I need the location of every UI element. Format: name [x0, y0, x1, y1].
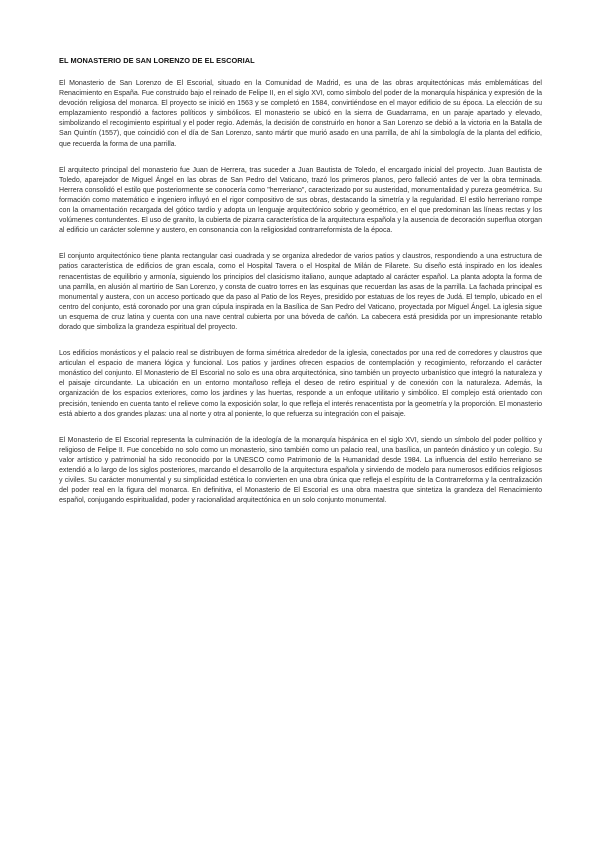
paragraph-4: Los edificios monásticos y el palacio real se distribuyen de forma simétrica alrededor de la iglesia, conectados por una red de corredores y claustros que articulan el espacio de manera lógica y funcional. Los patios y jardines ofrecen espacios de contemplación y recogimiento, reforzando el carácter monástico del conjunto. El Monasterio de El Escorial no solo es una obra arquitectónica, sino también un proyecto urbanístico que integró la naturaleza y el paisaje circundante. La ubicación en un entorno montañoso refleja el deseo de retiro espiritual y de conexión con la naturaleza. Además, la organización de los espacios exteriores, como los jardines y las huertas, responde a un enfoque utilitario y simbólico. El complejo está orientado con precisión, teniendo en cuenta tanto el relieve como la exposición solar, lo que refleja el interés renacentista por la geometría y la proporción. El monasterio está abierto a dos grandes plazas: una al norte y otra al poniente, lo que refuerza su integración con el paisaje. [59, 350, 542, 418]
paragraph-5: El Monasterio de El Escorial representa la culminación de la ideología de la monarquía hispánica en el siglo XVI, siendo un símbolo del poder político y religioso de Felipe II. Fue concebido no solo como un monasterio, sino también como un palacio real, una basílica, un panteón dinástico y un colegio. Su valor artístico y patrimonial ha sido reconocido por la UNESCO como Patrimonio de la Humanidad desde 1984. La influencia del estilo herreriano se extendió a lo largo de los siglos posteriores, marcando el desarrollo de la arquitectura española y sirviendo de modelo para numerosos edificios religiosos y civiles. Su carácter monumental y su simplicidad estética lo convierten en una obra única que refleja el espíritu de la Contrarreforma y la centralización del poder real en la figura del monarca. En definitiva, el Monasterio de El Escorial es una obra maestra que sintetiza la grandeza del Renacimiento español, conjugando espiritualidad, poder y racionalidad arquitectónica en un solo conjunto monumental. [59, 436, 542, 505]
paragraph-3: El conjunto arquitectónico tiene planta rectangular casi cuadrada y se organiza alrededor de varios patios y claustros, respondiendo a una estructura de patios característica de edificios de gran escala, como el Hospital Tavera o el Hospital de Milán de Filarete. Su diseño está inspirado en los ideales renacentistas de equilibrio y armonía, siguiendo los principios del clasicismo italiano, aunque adaptado al carácter español. La planta adopta la forma de una parrilla, en alusión al martirio de San Lorenzo, y consta de cuatro torres en las esquinas que recuerdan las asas de la parrilla. La fachada principal es monumental y austera, con un acceso porticado que da paso al Patio de los Reyes, presidido por estatuas de los reyes de Judá. El templo, ubicado en el centro del conjunto, está coronado por una gran cúpula inspirada en la Basílica de San Pedro del Vaticano, proyectada por Miguel Ángel. La iglesia sigue un esquema de cruz latina y cuenta con una nave central cubierta por una bóveda de cañón. La cabecera está presidida por un impresionante retablo dorado que simboliza la grandeza espiritual del proyecto. [59, 253, 542, 331]
paragraph-1: El Monasterio de San Lorenzo de El Escorial, situado en la Comunidad de Madrid, es una de las obras arquitectónicas más emblemáticas del Renacimiento en España. Fue construido bajo el reinado de Felipe II, en el siglo XVI, como símbolo del poder de la monarquía hispánica y expresión de la devoción religiosa del monarca. El proyecto se inició en 1563 y se completó en 1584, convirtiéndose en el mayor edificio de su época. La elección de su emplazamiento respondió a factores políticos y simbólicos. El monasterio se ubicó en la sierra de Guadarrama, en un paraje apartado y elevado, simbolizando el recogimiento espiritual y el poder regio. Además, la decisión de construirlo en honor a San Lorenzo se debió a la victoria en la Batalla de San Quintín (1557), que coincidió con el día de San Lorenzo, santo mártir que murió asado en una parrilla, de ahí la simbología de la planta del edificio, que recuerda la forma de una parrilla. [59, 80, 542, 148]
paragraph-2: El arquitecto principal del monasterio fue Juan de Herrera, tras suceder a Juan Bautista de Toledo, el encargado inicial del proyecto. Juan Bautista de Toledo, aparejador de Miguel Ángel en las obras de San Pedro del Vaticano, trazó los primeros planos, pero falleció antes de ver la obra terminada. Herrera consolidó el estilo que posteriormente se conocería como "herreriano", caracterizado por su austeridad, monumentalidad y pureza geométrica. Su formación como matemático e ingeniero influyó en el rigor compositivo de sus obras, destacando la simetría y la regularidad. El estilo herreriano rompe con la ornamentación recargada del gótico tardío y adopta un lenguaje arquitectónico sobrio y geométrico, en el que predominan las líneas rectas y los volúmenes contundentes. El uso de granito, la cubierta de pizarra característica de la arquitectura española y la ausencia de decoración superflua otorgan al edificio un carácter solemne y austero, en consonancia con la religiosidad contrarreformista de la época. [59, 166, 542, 235]
document-title: EL MONASTERIO DE SAN LORENZO DE EL ESCORIAL [59, 56, 255, 65]
